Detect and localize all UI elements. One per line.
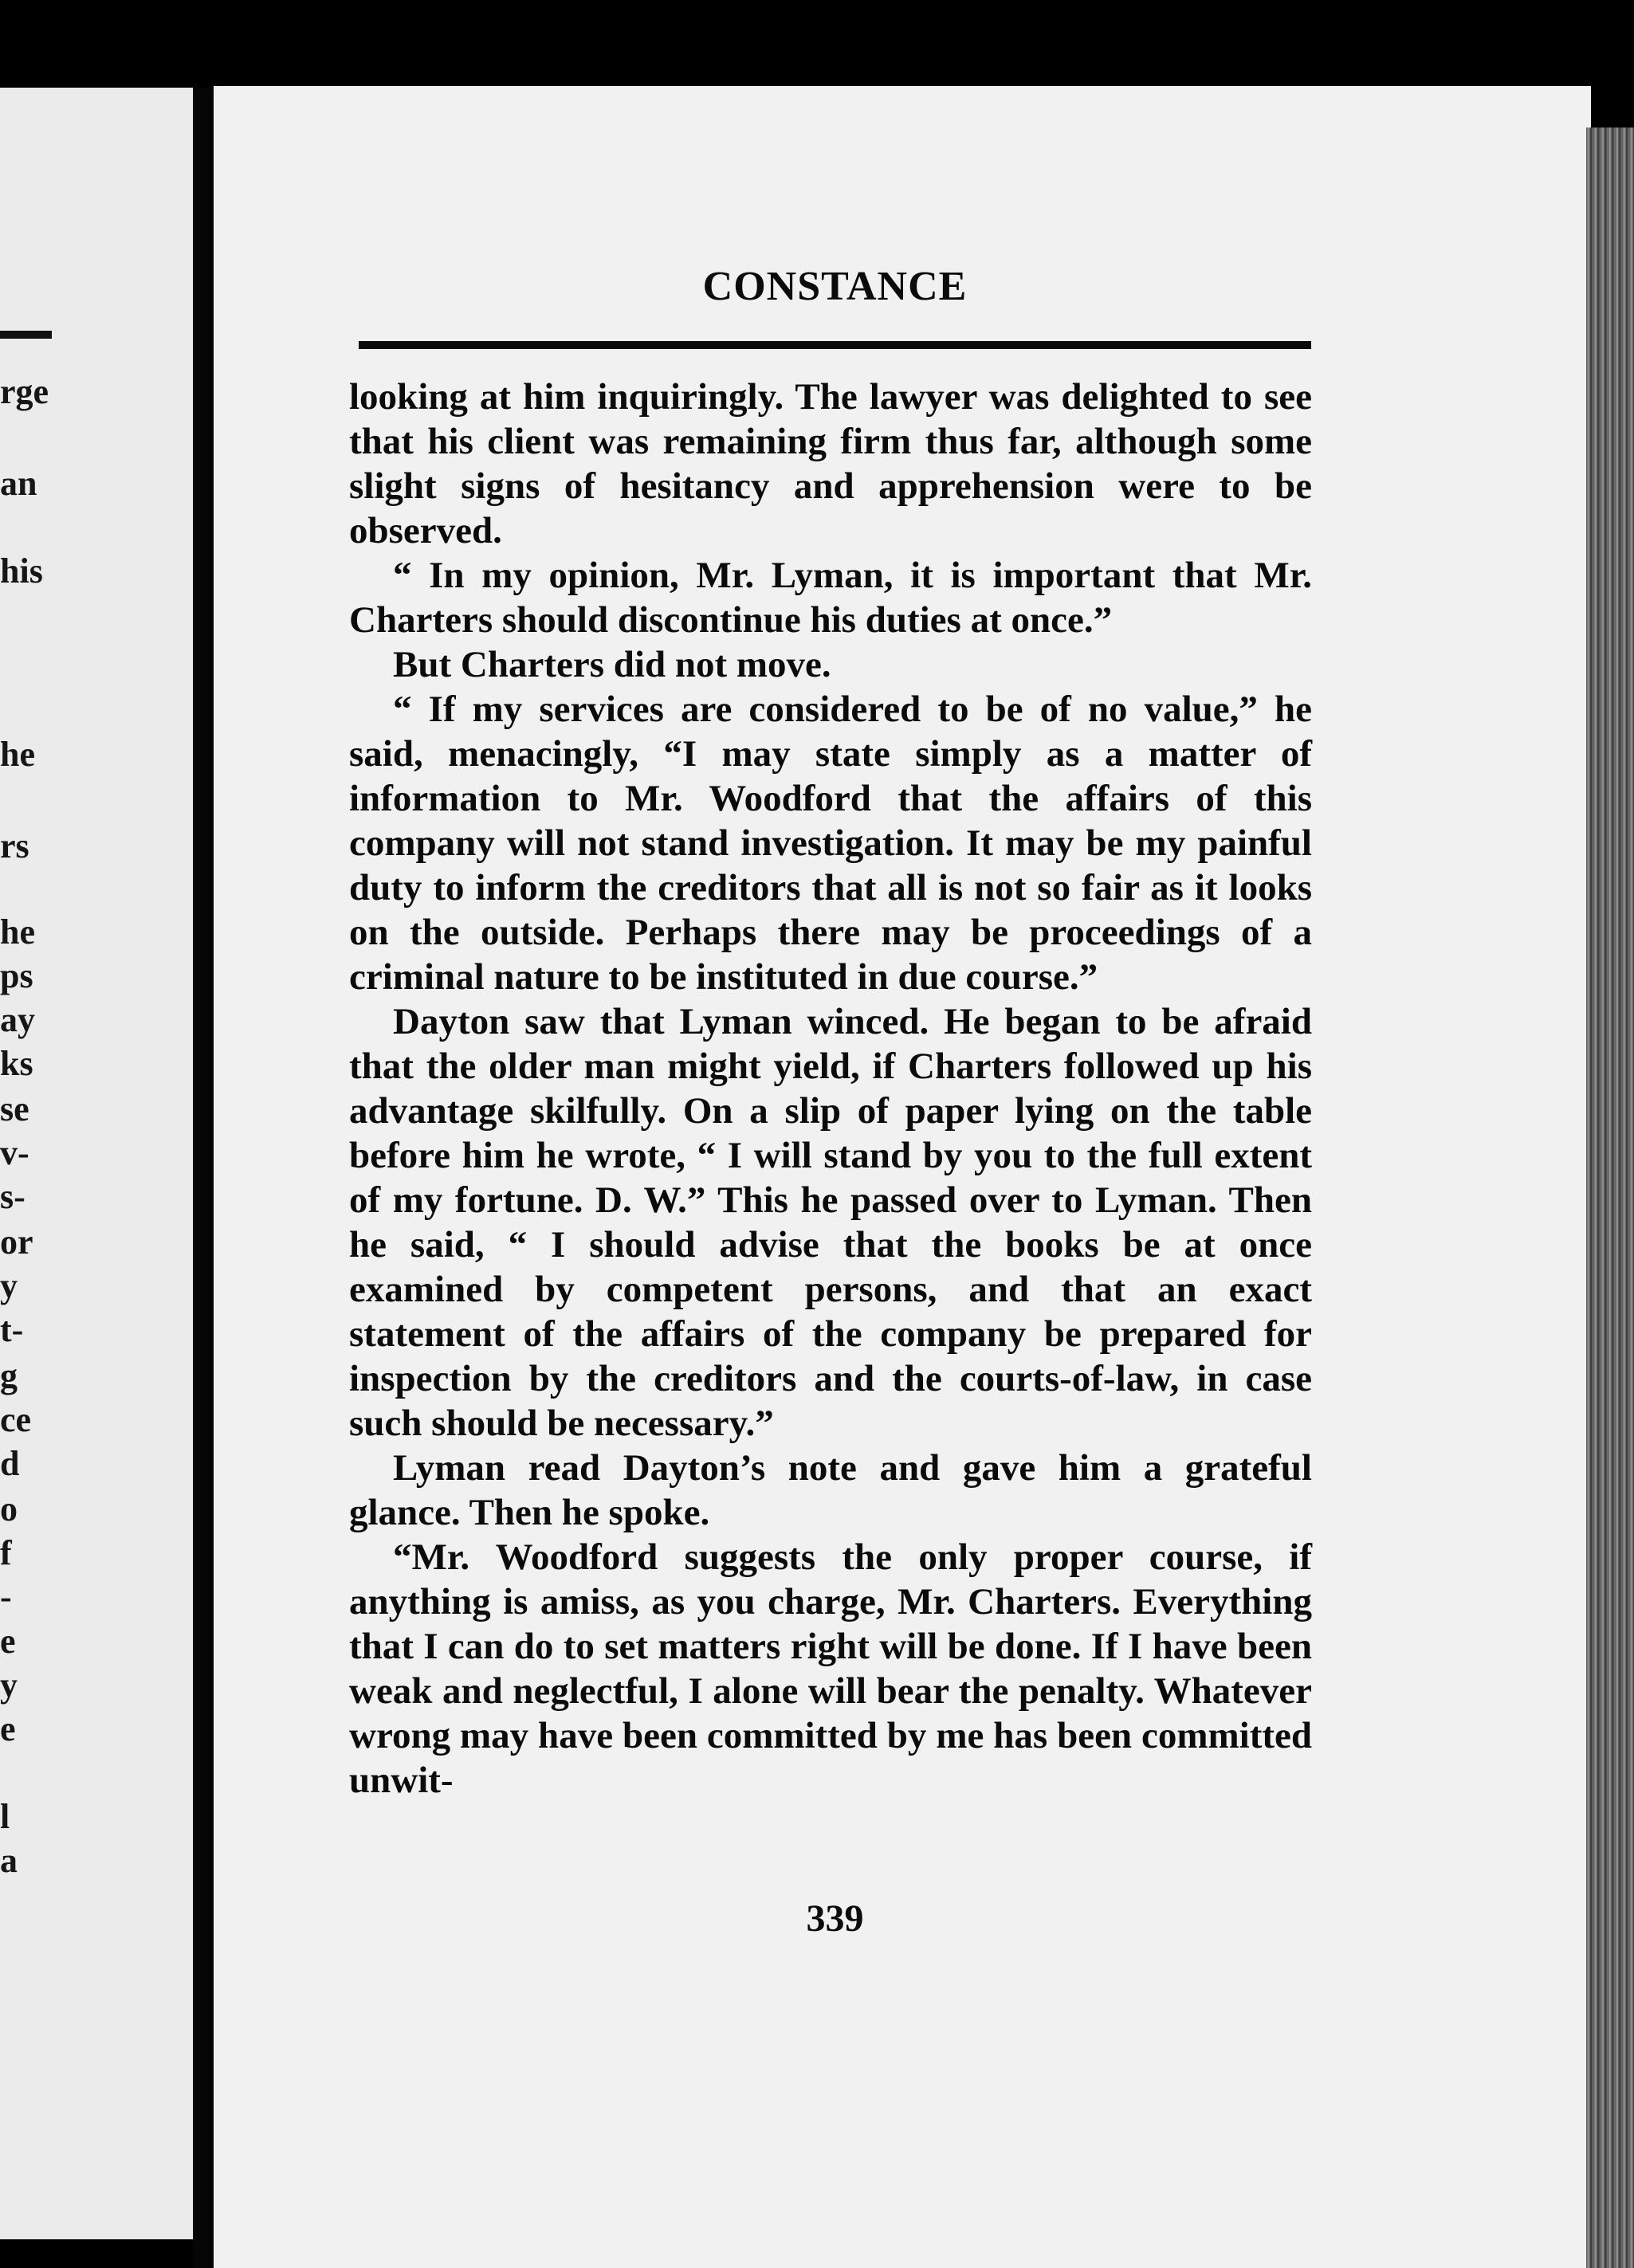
header-rule <box>359 341 1311 349</box>
facing-page-fragment: o <box>0 1489 18 1528</box>
facing-page-fragment: his <box>0 551 43 591</box>
facing-page-fragment: e <box>0 1709 16 1748</box>
facing-page-fragment: - <box>0 1577 12 1616</box>
paragraph: Lyman read Dayton’s note and gave him a grateful glance. Then he spoke. <box>349 1447 1312 1533</box>
facing-page-fragment: he <box>0 735 35 774</box>
facing-page-fragment: g <box>0 1356 18 1395</box>
facing-page-fragment: ps <box>0 956 33 995</box>
facing-page-fragment: y <box>0 1666 18 1705</box>
paragraph: “ In my opinion, Mr. Lyman, it is important that Mr. Charters should discontinue his duties at once.” <box>349 555 1312 641</box>
paragraph: But Charters did not move. <box>393 644 831 685</box>
page-stack-edge <box>1586 128 1634 2268</box>
paragraph: Dayton saw that Lyman winced. He began to be afraid that the older man might yield, if Charters followed up his advantage skilfully. On a slip of paper lying on the table before him he wrote, “ I will stand by you to the full extent of my fortune. D. W.” This he passed over to Lyman. Then he said, “ I should advise that the books be at once examined by competent persons, and that an exact statement of the affairs of the company be prepared for inspection by the creditors and the courts-of-law, in case such should be necessary.” <box>349 1001 1312 1444</box>
paragraph: looking at him inquiringly. The lawyer was delighted to see that his client was remaining firm thus far, although some slight signs of hesitancy and apprehension were to be observed. <box>349 376 1312 551</box>
facing-page-fragment: a <box>0 1841 18 1880</box>
facing-page-fragment: an <box>0 464 37 503</box>
facing-page-fragment: s- <box>0 1177 26 1216</box>
facing-page-fragment: or <box>0 1222 33 1262</box>
facing-page-fragment: e <box>0 1622 16 1661</box>
facing-page-fragment: ay <box>0 1000 35 1039</box>
facing-page-fragment: d <box>0 1444 20 1483</box>
page-number: 339 <box>806 1897 864 1940</box>
book-gutter <box>193 88 214 2268</box>
facing-page <box>0 88 193 2239</box>
facing-page-fragment: y <box>0 1266 18 1305</box>
facing-page-fragment: f <box>0 1533 12 1572</box>
facing-page-fragment: ks <box>0 1044 33 1083</box>
facing-page-fragment: t- <box>0 1310 24 1349</box>
facing-page-fragment: ce <box>0 1400 32 1439</box>
running-header: CONSTANCE <box>702 264 968 309</box>
facing-page-fragment: he <box>0 912 35 952</box>
facing-page-header-rule <box>0 331 52 339</box>
facing-page-fragment: rge <box>0 372 49 411</box>
paragraph: “ If my services are considered to be of no value,” he said, menacingly, “I may state simply as a matter of information to Mr. Woodford that the affairs of this company will not stand investigation. It may be my painful duty to inform the creditors that all is not so fair as it looks on the outside. Perhaps there may be proceedings of a criminal nature to be instituted in due course.” <box>349 689 1312 998</box>
facing-page-fragment: rs <box>0 826 29 865</box>
page-body <box>349 375 1312 1803</box>
facing-page-fragment: se <box>0 1089 29 1128</box>
facing-page-fragment: l <box>0 1797 10 1836</box>
paragraph: “Mr. Woodford suggests the only proper course, if anything is amiss, as you charge, Mr. Charters. Everything that I can do to set matters right will be done. If I have been weak and neglectful, I alone will bear the penalty. Whatever wrong may have been committed by me has been committed unwit- <box>349 1536 1312 1801</box>
facing-page-fragment: v- <box>0 1133 29 1172</box>
